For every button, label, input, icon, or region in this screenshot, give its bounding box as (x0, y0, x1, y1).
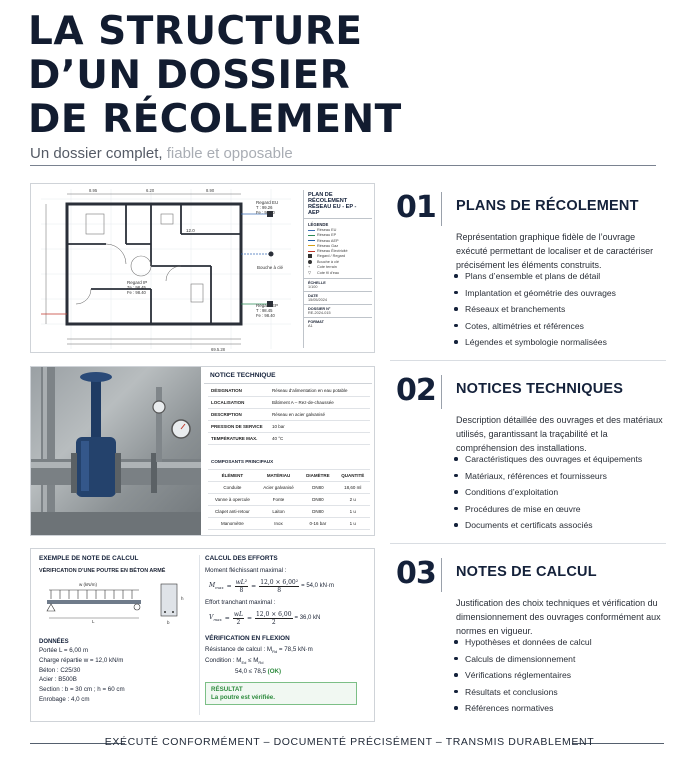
table-row: Conduite Acier galvanisé DN80 18,60 ml (208, 482, 370, 494)
legend-item: Réseau EP (308, 233, 368, 238)
list-item: Références normatives (454, 702, 668, 719)
moment-formula: $M_{max}$ = $\frac{\text{wL²}}{8}$ = $\frac{\text{12,0 × 6,00²}}{8}$ = 54,0 kN·m (209, 578, 335, 594)
header-divider (30, 165, 656, 166)
beam-span-label: L (92, 619, 95, 624)
cartouche-field-date: DATE 15/05/2024 (304, 292, 372, 305)
beam-load-label: w (kN/m) (79, 582, 97, 587)
subtitle-visible: Un dossier complet, (30, 145, 167, 162)
plan-cartouche (303, 190, 372, 348)
cartouche-field-format: FORMAT A1 (308, 319, 324, 328)
title-line-3: DE RÉCOLEMENT (28, 97, 402, 142)
plan-dim-top-3: 8.90 (206, 188, 215, 193)
calc-data-item: Section : b = 30 cm ; h = 60 cm (39, 686, 125, 694)
cartouche-subtitle: RÉSEAU EU - EP - AEP (304, 204, 372, 219)
subtitle-faded: fiable et opposable (166, 145, 293, 162)
plan-label-regard-eu: Regard EU (256, 200, 279, 205)
list-item: Plans d’ensemble et plans de détail (454, 270, 668, 287)
result-title: RÉSULTAT (211, 686, 243, 694)
calc-data-item: Béton : C25/30 (39, 666, 81, 674)
beam-diagram (39, 578, 199, 626)
calc-right (205, 555, 370, 705)
section-separator (390, 360, 666, 361)
list-item: Procédures de mise en œuvre (454, 503, 668, 520)
calc-data-list (39, 647, 199, 706)
resist-line: Résistance de calcul : $M_{Rd} = 78,5$ kN·m (205, 646, 313, 655)
section-divider (441, 192, 442, 226)
cartouche-field-scale: ÉCHELLE 1/100 (304, 279, 372, 292)
efforts-title: CALCUL DES EFFORTS (205, 555, 278, 562)
section-description: Justification des choix techniques et vérification du dimensionnement des ouvrages conformément aux normes en vigueur. (456, 598, 661, 636)
condition-line: Condition : $M_{Ed} \le M_{Rd}$ (205, 657, 264, 666)
table-row: DÉSIGNATION Réseau d’alimentation en eau potable (208, 385, 370, 397)
section-h-label: h (181, 596, 184, 601)
calc-divider (199, 555, 200, 715)
title-line-1: LA STRUCTURE (28, 9, 363, 54)
section-divider (441, 558, 442, 592)
calc-data-item: Acier : B500B (39, 676, 77, 684)
plan-label-room: 12.0 (186, 228, 195, 233)
shear-label: Effort tranchant maximal : (205, 599, 276, 606)
list-item: Conditions d’exploitation (454, 486, 668, 503)
plan-label-bouche: Bouche à clé (257, 265, 284, 270)
table-row: Vanne à opercule Fonte DN80 2 u (208, 494, 370, 506)
plan-label-regard-center-t: Ze : 98.45 (127, 285, 146, 290)
table-row: Manomètre Inox 0-16 bar 1 u (208, 518, 370, 530)
list-item: Calculs de dimensionnement (454, 653, 668, 670)
footer-tagline: EXÉCUTÉ CONFORMÉMENT – DOCUMENTÉ PRÉCISÉMENT – TRANSMIS DURABLEMENT (104, 736, 595, 748)
legend-title: LÉGENDE (308, 222, 329, 227)
flex-title: VÉRIFICATION EN FLEXION (205, 635, 290, 642)
section-number: 03 (396, 556, 436, 591)
section-divider (441, 375, 442, 409)
table-row: DESCRIPTION Réseau en acier galvanisé (208, 409, 370, 421)
section-list (454, 270, 668, 353)
section-description: Description détaillée des ouvrages et des matériaux utilisés, garantissant la traçabilité et la compréhension des installations. (456, 415, 663, 453)
list-item: Matériaux, références et fournisseurs (454, 470, 668, 487)
list-item: Cotes, altimétries et références (454, 320, 668, 337)
section-heading: NOTES DE CALCUL (456, 564, 597, 580)
legend-item: Réseau AEP (308, 239, 368, 244)
section-heading: NOTICES TECHNIQUES (456, 381, 624, 397)
table-row: PRESSION DE SERVICE 10 bar (208, 421, 370, 433)
list-item: Résultats et conclusions (454, 686, 668, 703)
list-item: Légendes et symbologie normalisées (454, 336, 668, 353)
legend-list (304, 228, 372, 279)
cartouche-field-dossier: DOSSIER N° RE-2024-015 (304, 305, 372, 318)
calc-data-title: DONNÉES (39, 639, 69, 645)
table-row: TEMPÉRATURE MAX. 40 °C (208, 433, 370, 445)
page-subtitle (30, 145, 293, 162)
calc-example-title: EXEMPLE DE NOTE DE CALCUL (39, 555, 139, 562)
table-header-row: ÉLÉMENT MATÉRIAU DIAMÈTRE QUANTITÉ (208, 470, 370, 482)
plan-panel (30, 183, 375, 353)
table-row: LOCALISATION Bâtiment A – Rez-de-chaussée (208, 397, 370, 409)
table-row: Clapet anti-retour Laiton DN80 1 u (208, 506, 370, 518)
list-item: Vérifications réglementaires (454, 669, 668, 686)
plan-label-regard-center-fe: Fe : 98.40 (127, 290, 146, 295)
calc-panel (30, 548, 375, 722)
notice-panel (30, 366, 375, 536)
calc-left (39, 555, 199, 706)
shear-formula: $V_{max}$ = $\frac{wL}{2}$ = $\frac{12,0 \times 6,00}{2}$ = 36,0 kN (209, 610, 321, 626)
list-item: Réseaux et branchements (454, 303, 668, 320)
legend-item: Réseau EU (308, 228, 368, 233)
section-number: 02 (396, 373, 436, 408)
plan-label-regard-eu-t: T : 99.26 (256, 205, 273, 210)
pipe-valve-illustration (31, 367, 201, 536)
list-item: Documents et certificats associés (454, 519, 668, 536)
components-table (208, 469, 370, 530)
section-description: Représentation graphique fidèle de l’ouvrage exécuté permettant de localiser et de caractériser précisément les éléments construits. (456, 232, 654, 270)
legend-item: Réseau Électricité (308, 249, 368, 254)
legend-item: Réseau Gaz (308, 244, 368, 249)
section-list (454, 636, 668, 719)
result-box (205, 682, 357, 705)
legend-item: Bouche à clé (308, 260, 368, 265)
plan-dim-bottom: 69.5.28 (211, 347, 225, 352)
calc-data-item: Enrobage : 4,0 cm (39, 695, 90, 703)
moment-label: Moment fléchissant maximal : (205, 567, 287, 574)
calc-data-item: Portée L = 6,00 m (39, 647, 89, 654)
plan-label-regard-eu-fe: Fe : 98.30 (256, 210, 275, 215)
plan-dim-top-1: 8.95 (89, 188, 98, 193)
result-text: La poutre est vérifiée. (211, 694, 275, 702)
condition-values: 54,0 ≤ 78,5 (OK) (235, 668, 282, 676)
plan-label-regard-center: Regard IP (127, 280, 148, 285)
legend-item: Regard / Regard (308, 254, 368, 259)
plan-label-regard-ep: Regard EP (256, 303, 279, 308)
pipe-photo (31, 367, 201, 536)
legend-item: + Cote terrain (308, 265, 337, 270)
section-number: 01 (396, 190, 436, 225)
page-title (28, 10, 448, 142)
notice-title: NOTICE TECHNIQUE (204, 369, 372, 384)
legend-item: ▽ Cote fil d'eau (308, 271, 340, 276)
section-heading: PLANS DE RÉCOLEMENT (456, 198, 639, 214)
calc-verif-title: VÉRIFICATION D’UNE POUTRE EN BÉTON ARMÉ (39, 568, 166, 574)
section-separator (390, 543, 666, 544)
notice-sheet (204, 369, 372, 533)
calc-data-item: Charge répartie w = 12,0 kN/m (39, 656, 124, 664)
title-line-2: D’UN DOSSIER (28, 53, 351, 98)
components-title: COMPOSANTS PRINCIPAUX (211, 459, 274, 464)
list-item: Hypothèses et données de calcul (454, 636, 668, 653)
cartouche-title: PLAN DE RÉCOLEMENT (308, 192, 348, 204)
section-list (454, 453, 668, 536)
list-item: Implantation et géométrie des ouvrages (454, 287, 668, 304)
plan-dim-top-2: 6.20 (146, 188, 155, 193)
notice-info-table (208, 385, 370, 445)
section-b-label: b (167, 620, 170, 625)
list-item: Caractéristiques des ouvrages et équipements (454, 453, 668, 470)
plan-label-regard-ep-t: T : 98.45 (256, 308, 273, 313)
plan-label-regard-ep-fe: Fe : 98.40 (256, 313, 275, 318)
